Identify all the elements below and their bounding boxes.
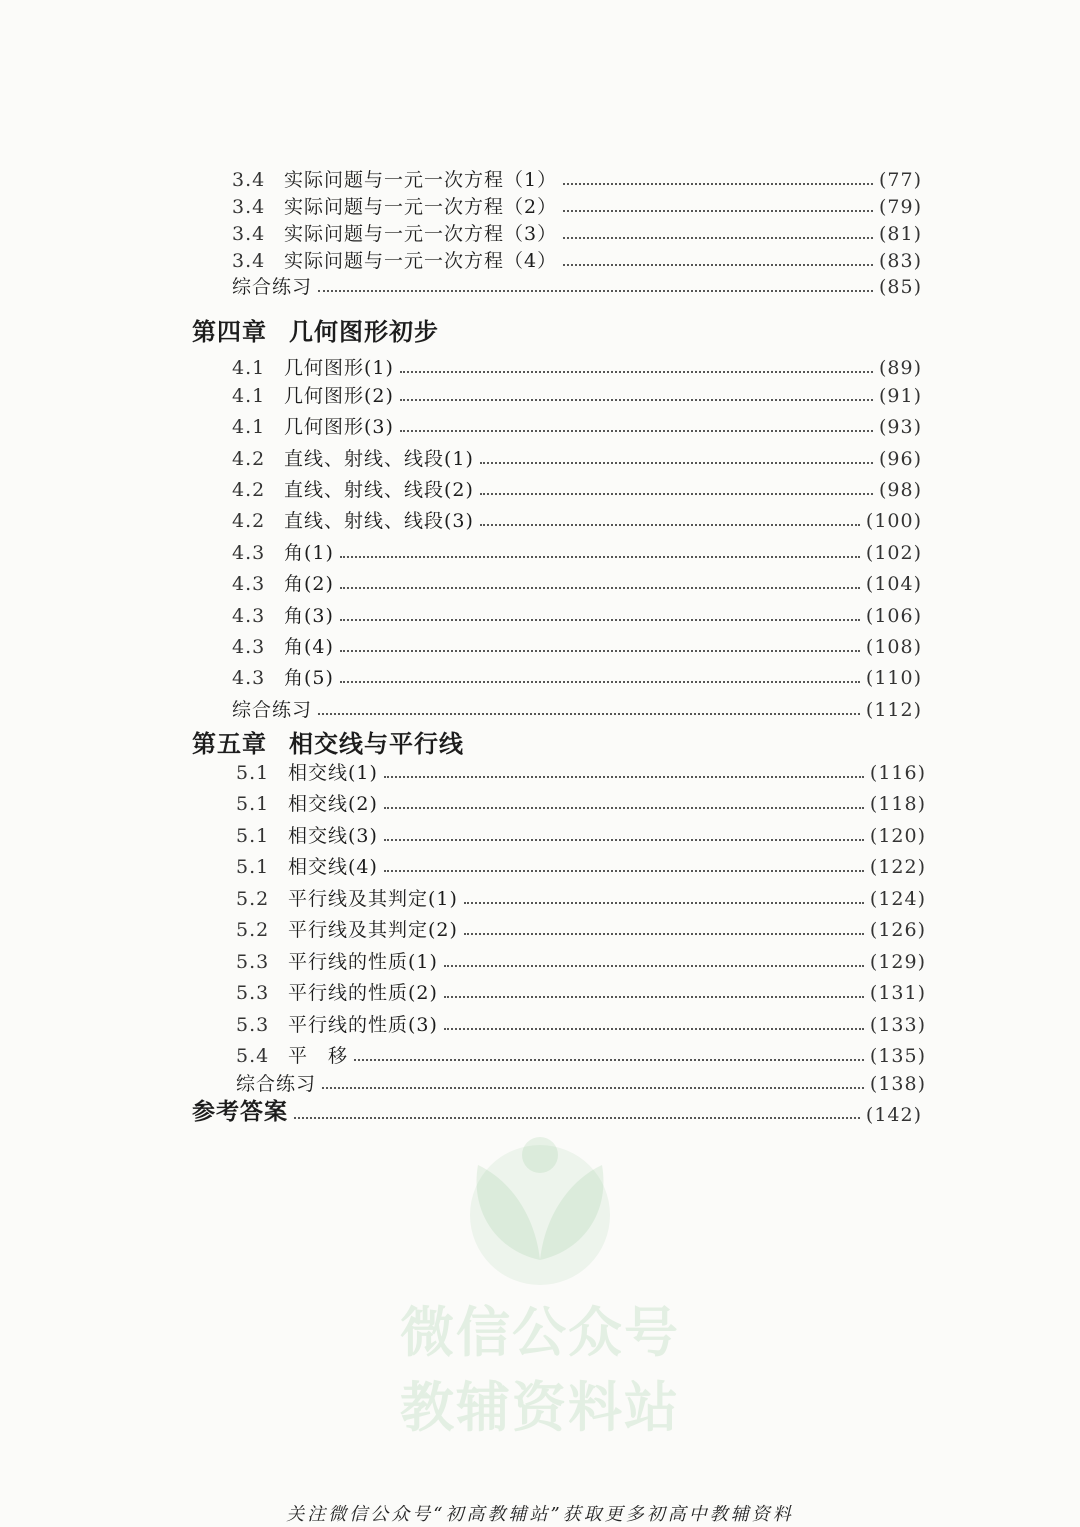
section-number: 5.2 bbox=[236, 888, 270, 910]
section-number: 5.4 bbox=[236, 1045, 270, 1067]
section-title: 综合练习 bbox=[236, 1073, 317, 1095]
section-number: 5.1 bbox=[236, 762, 270, 784]
page-number: (131) bbox=[869, 982, 926, 1004]
section-number: 4.1 bbox=[232, 385, 266, 407]
leader-dots bbox=[464, 900, 864, 904]
section-number: 4.3 bbox=[232, 573, 266, 595]
section-title: 相交线(1) bbox=[288, 762, 378, 784]
toc-entry bbox=[232, 445, 922, 471]
leader-dots bbox=[563, 208, 873, 212]
section-number: 3.4 bbox=[232, 250, 266, 272]
section-number: 5.2 bbox=[236, 919, 270, 941]
section-title: 几何图形(2) bbox=[284, 385, 394, 407]
leader-dots bbox=[444, 1026, 864, 1030]
toc-entry bbox=[232, 354, 922, 380]
section-title: 相交线(2) bbox=[288, 793, 378, 815]
page-number: (116) bbox=[869, 762, 926, 784]
toc-entry bbox=[232, 633, 922, 659]
toc-entry bbox=[236, 979, 926, 1005]
toc-entry bbox=[232, 696, 922, 722]
section-number: 3.4 bbox=[232, 223, 266, 245]
section-title: 角(1) bbox=[284, 542, 334, 564]
section-title: 平 移 bbox=[288, 1045, 349, 1067]
section-number: 3.4 bbox=[232, 196, 266, 218]
toc-entry bbox=[232, 476, 922, 502]
section-number: 4.3 bbox=[232, 542, 266, 564]
toc-entry bbox=[232, 507, 922, 533]
leader-dots bbox=[563, 262, 873, 266]
section-title: 平行线的性质(2) bbox=[288, 982, 438, 1004]
leader-dots bbox=[322, 1085, 864, 1089]
section-title: 角(2) bbox=[284, 573, 334, 595]
section-title: 综合练习 bbox=[232, 699, 313, 721]
section-title: 直线、射线、线段(2) bbox=[284, 479, 474, 501]
leader-dots bbox=[384, 868, 864, 872]
page-number: (91) bbox=[878, 385, 922, 407]
leader-dots bbox=[354, 1057, 864, 1061]
section-title: 平行线及其判定(1) bbox=[288, 888, 458, 910]
leader-dots bbox=[340, 679, 860, 683]
section-number: 5.3 bbox=[236, 1014, 270, 1036]
leader-dots bbox=[384, 805, 864, 809]
section-number: 5.3 bbox=[236, 951, 270, 973]
leader-dots bbox=[563, 235, 873, 239]
toc-entry bbox=[236, 1011, 926, 1037]
watermark-line-1: 微信公众号 bbox=[400, 1301, 680, 1364]
page-number: (135) bbox=[869, 1045, 926, 1067]
leader-dots bbox=[480, 460, 873, 464]
section-number: 3.4 bbox=[232, 169, 266, 191]
section-title: 直线、射线、线段(1) bbox=[284, 448, 474, 470]
section-title: 实际问题与一元一次方程（4） bbox=[284, 250, 558, 272]
chapter-label: 第四章 bbox=[192, 317, 267, 346]
leader-dots bbox=[318, 288, 873, 292]
watermark-line-2: 教辅资料站 bbox=[400, 1376, 680, 1439]
page-number: (138) bbox=[869, 1073, 926, 1095]
page-number: (112) bbox=[865, 699, 922, 721]
leader-dots bbox=[464, 931, 864, 935]
toc-entry bbox=[232, 247, 922, 273]
page-number: (85) bbox=[878, 276, 922, 298]
section-number: 4.1 bbox=[232, 416, 266, 438]
page-number: (118) bbox=[869, 793, 926, 815]
section-number: 5.1 bbox=[236, 793, 270, 815]
leader-dots bbox=[340, 585, 860, 589]
section-number: 4.2 bbox=[232, 479, 266, 501]
page-number: (89) bbox=[878, 357, 922, 379]
page-number: (100) bbox=[865, 510, 922, 532]
leader-dots bbox=[384, 837, 864, 841]
page-number: (122) bbox=[869, 856, 926, 878]
section-number: 4.2 bbox=[232, 448, 266, 470]
toc-entry bbox=[236, 1070, 926, 1096]
section-number: 4.1 bbox=[232, 357, 266, 379]
toc-entry bbox=[236, 853, 926, 879]
leader-dots bbox=[340, 617, 860, 621]
page-number: (120) bbox=[869, 825, 926, 847]
toc-entry bbox=[232, 166, 922, 192]
leader-dots bbox=[318, 711, 860, 715]
page-number: (126) bbox=[869, 919, 926, 941]
section-title: 实际问题与一元一次方程（2） bbox=[284, 196, 558, 218]
leader-dots bbox=[444, 994, 864, 998]
chapter-name: 相交线与平行线 bbox=[289, 729, 464, 758]
page-number: (77) bbox=[878, 169, 922, 191]
chapter-name: 几何图形初步 bbox=[289, 317, 439, 346]
section-number: 5.1 bbox=[236, 856, 270, 878]
section-title: 直线、射线、线段(3) bbox=[284, 510, 474, 532]
leader-dots bbox=[400, 428, 873, 432]
toc-entry bbox=[236, 1042, 926, 1068]
toc-entry bbox=[232, 570, 922, 596]
section-title: 平行线的性质(1) bbox=[288, 951, 438, 973]
leader-dots bbox=[480, 522, 860, 526]
section-number: 4.3 bbox=[232, 636, 266, 658]
leader-dots bbox=[400, 369, 873, 373]
footer-note: 关注微信公众号“初高教辅站”获取更多初高中教辅资料 bbox=[286, 1504, 794, 1525]
page-number: (81) bbox=[878, 223, 922, 245]
toc-entry bbox=[236, 790, 926, 816]
page-number: (129) bbox=[869, 951, 926, 973]
toc-entry bbox=[236, 822, 926, 848]
section-number: 4.3 bbox=[232, 605, 266, 627]
section-title: 相交线(4) bbox=[288, 856, 378, 878]
page-number: (104) bbox=[865, 573, 922, 595]
section-number: 5.1 bbox=[236, 825, 270, 847]
page-number: (93) bbox=[878, 416, 922, 438]
toc-entry bbox=[236, 916, 926, 942]
toc-entry bbox=[236, 759, 926, 785]
section-title: 几何图形(1) bbox=[284, 357, 394, 379]
page-number: (102) bbox=[865, 542, 922, 564]
page-number: (110) bbox=[865, 667, 922, 689]
section-title: 角(4) bbox=[284, 636, 334, 658]
section-title: 角(3) bbox=[284, 605, 334, 627]
section-title: 几何图形(3) bbox=[284, 416, 394, 438]
leader-dots bbox=[384, 774, 864, 778]
section-title: 平行线的性质(3) bbox=[288, 1014, 438, 1036]
section-number: 5.3 bbox=[236, 982, 270, 1004]
page-number: (98) bbox=[878, 479, 922, 501]
answers-title: 参考答案 bbox=[192, 1098, 288, 1125]
toc-entry bbox=[232, 193, 922, 219]
toc-entry-answers bbox=[192, 1098, 922, 1126]
toc-entry bbox=[232, 382, 922, 408]
chapter-heading bbox=[192, 312, 461, 347]
toc-entry bbox=[236, 885, 926, 911]
chapter-heading bbox=[192, 724, 486, 759]
page-number: (96) bbox=[878, 448, 922, 470]
page-number: (106) bbox=[865, 605, 922, 627]
section-number: 4.2 bbox=[232, 510, 266, 532]
page-number: (133) bbox=[869, 1014, 926, 1036]
toc-entry bbox=[232, 664, 922, 690]
section-title: 综合练习 bbox=[232, 276, 313, 298]
leader-dots bbox=[340, 648, 860, 652]
leader-dots bbox=[294, 1115, 860, 1119]
page-number: (124) bbox=[869, 888, 926, 910]
section-title: 角(5) bbox=[284, 667, 334, 689]
toc-entry bbox=[232, 539, 922, 565]
leader-dots bbox=[444, 963, 864, 967]
leader-dots bbox=[480, 491, 873, 495]
section-title: 平行线及其判定(2) bbox=[288, 919, 458, 941]
page-number: (142) bbox=[865, 1104, 922, 1126]
section-number: 4.3 bbox=[232, 667, 266, 689]
toc-entry bbox=[232, 413, 922, 439]
chapter-label: 第五章 bbox=[192, 729, 267, 758]
section-title: 相交线(3) bbox=[288, 825, 378, 847]
leader-dots bbox=[400, 397, 873, 401]
leader-dots bbox=[340, 554, 860, 558]
toc-entry bbox=[232, 273, 922, 299]
toc-entry bbox=[232, 220, 922, 246]
toc-entry bbox=[232, 602, 922, 628]
page-number: (83) bbox=[878, 250, 922, 272]
toc-entry bbox=[236, 948, 926, 974]
leader-dots bbox=[563, 181, 873, 185]
section-title: 实际问题与一元一次方程（3） bbox=[284, 223, 558, 245]
section-title: 实际问题与一元一次方程（1） bbox=[284, 169, 558, 191]
page-number: (79) bbox=[878, 196, 922, 218]
page-number: (108) bbox=[865, 636, 922, 658]
